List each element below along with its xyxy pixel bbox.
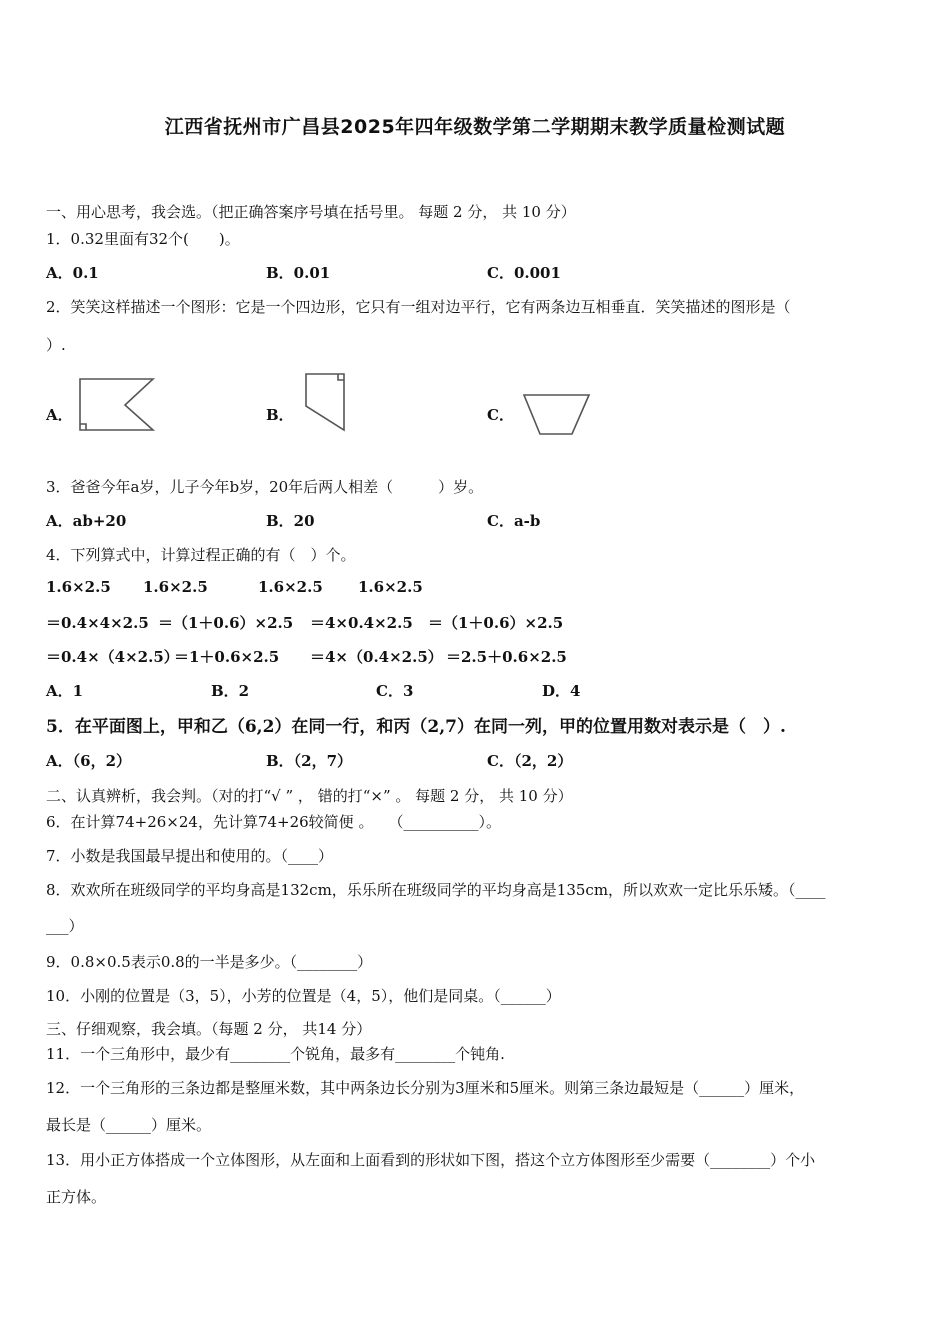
q2-option-b: B． [266,406,294,424]
q4-expr-1-row-3: ＝0.4×（4×2.5） [46,648,179,666]
q5-option-c: C．（2，2） [487,752,573,770]
question-8-line-2: ___） [46,917,84,935]
q2-option-c: C． [487,406,514,424]
question-2-line-1: 2．笑笑这样描述一个图形：它是一个四边形，它只有一组对边平行，它有两条边互相垂直．笑笑描述的图形是（ [46,298,791,316]
section-2-heading: 二、认真辨析，我会判。（对的打“√ ” ， 错的打“×” 。 每题 2 分， 共 10 分） [46,787,573,805]
page-title: 江西省抚州市广昌县2025年四年级数学第二学期期末教学质量检测试题 [164,116,786,138]
q3-option-b: B．20 [266,512,315,530]
q3-option-c: C．a-b [487,512,541,530]
question-8-line-1: 8．欢欢所在班级同学的平均身高是132cm，乐乐所在班级同学的平均身高是135cm，所以欢欢一定比乐乐矮。（____ [46,881,826,899]
q4-expr-3-row-1: 1.6×2.5 [258,578,323,596]
question-7: 7．小数是我国最早提出和使用的。（____） [46,847,334,865]
q4-expr-1-row-2: ＝0.4×4×2.5 [46,614,149,632]
question-4: 4．下列算式中，计算过程正确的有（ ）个。 [46,546,356,564]
q2-shape-a-image [72,372,162,436]
q4-expr-1-row-1: 1.6×2.5 [46,578,111,596]
q4-expr-4-row-1: 1.6×2.5 [358,578,423,596]
section-1-heading: 一、用心思考，我会选。（把正确答案序号填在括号里。 每题 2 分， 共 10 分） [46,203,576,221]
q4-expr-2-row-1: 1.6×2.5 [143,578,208,596]
question-3: 3．爸爸今年a岁，儿子今年b岁，20年后两人相差（ ）岁。 [46,478,484,496]
q4-option-b: B．2 [211,682,250,700]
q1-option-b: B．0.01 [266,264,331,282]
question-11: 11．一个三角形中，最少有________个锐角，最多有________个钝角. [46,1045,505,1063]
question-12-line-2: 最长是（______）厘米。 [46,1116,212,1134]
q4-expr-3-row-2: ＝4×0.4×2.5 [310,614,413,632]
q4-expr-4-row-3: ＝2.5＋0.6×2.5 [446,648,567,666]
question-2-line-2: ）. [46,336,66,354]
question-13-line-2: 正方体。 [46,1188,107,1206]
question-12-line-1: 12．一个三角形的三条边都是整厘米数，其中两条边长分别为3厘米和5厘米。则第三条边最短是（______）厘米， [46,1079,805,1097]
q1-option-c: C．0.001 [487,264,561,282]
question-9: 9．0.8×0.5表示0.8的一半是多少。（________） [46,953,373,971]
q4-expr-2-row-3: ＝1＋0.6×2.5 [174,648,280,666]
section-3-heading: 三、仔细观察，我会填。（每题 2 分， 共14 分） [46,1020,372,1038]
question-5: 5．在平面图上，甲和乙（6,2）在同一行，和丙（2,7）在同一列，甲的位置用数对表示是（ ）. [46,717,786,737]
q1-option-a: A．0.1 [46,264,99,282]
q4-expr-4-row-2: ＝（1＋0.6）×2.5 [428,614,564,632]
q4-option-a: A．1 [46,682,84,700]
q5-option-a: A．（6，2） [46,752,132,770]
q3-option-a: A．ab+20 [46,512,127,530]
q2-shape-c-image [519,388,595,440]
q4-expr-3-row-3: ＝4×（0.4×2.5） [310,648,443,666]
q4-option-c: C．3 [376,682,414,700]
q2-option-a: A． [46,406,73,424]
q4-expr-2-row-2: ＝（1＋0.6）×2.5 [158,614,294,632]
question-13-line-1: 13．用小正方体搭成一个立体图形，从左面和上面看到的形状如下图，搭这个立方体图形至少需要（________）个小 [46,1151,816,1169]
q5-option-b: B．（2，7） [266,752,353,770]
q2-shape-b-image [298,368,350,434]
question-10: 10．小刚的位置是（3，5），小芳的位置是（4，5），他们是同桌。（______） [46,987,561,1005]
question-6: 6．在计算74+26×24，先计算74+26较简便 。 （__________）。 [46,813,501,831]
question-1: 1．0.32里面有32个( )。 [46,230,240,248]
q4-option-d: D．4 [542,682,581,700]
